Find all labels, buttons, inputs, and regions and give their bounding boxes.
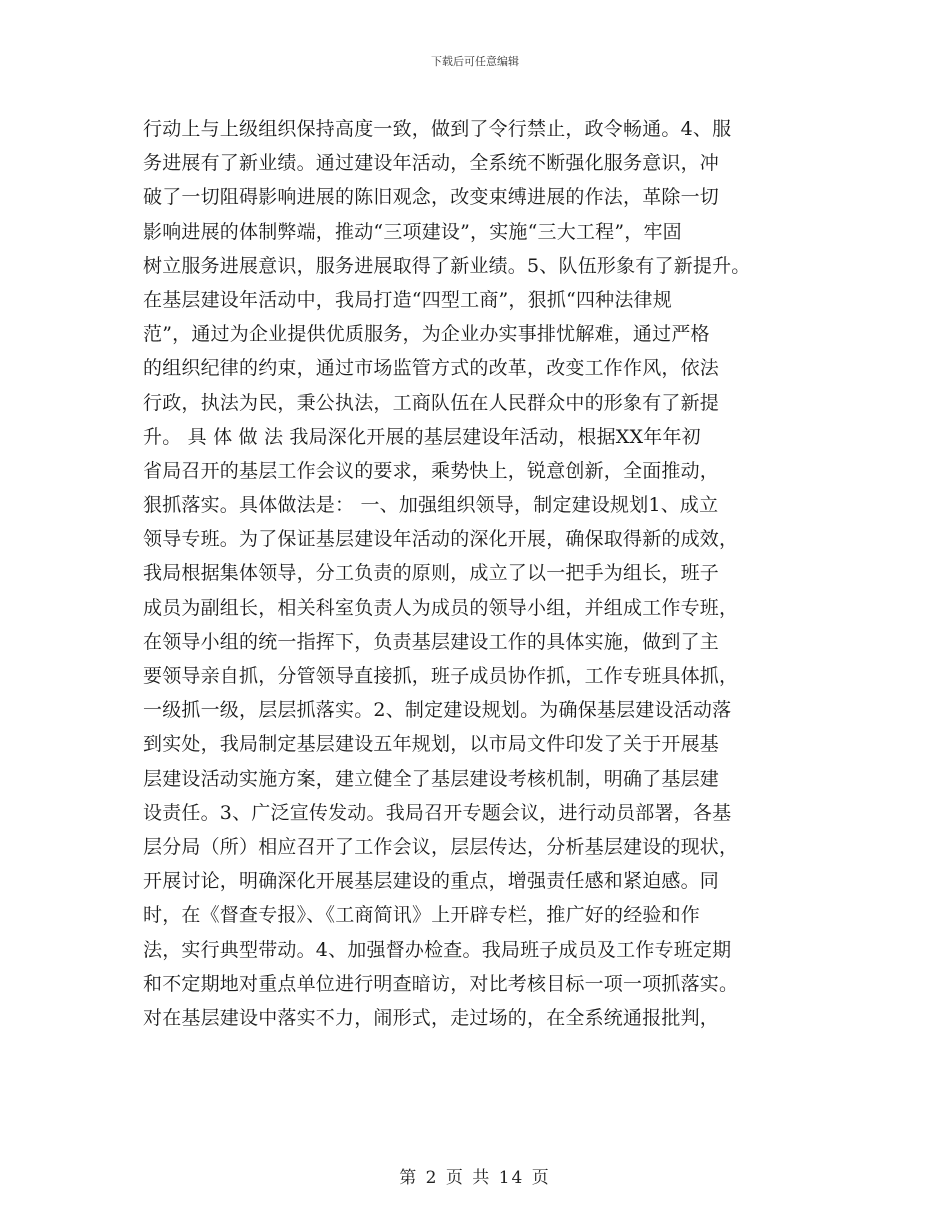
- text-line: 和不定期地对重点单位进行明查暗访，对比考核目标一项一项抓落实。: [143, 972, 739, 995]
- text-line: 狠抓落实。具体做法是： 一、加强组织领导，制定建设规划1、成立: [143, 494, 719, 517]
- text-line: 务进展有了新业绩。通过建设年活动，全系统不断强化服务意识，冲: [143, 152, 720, 175]
- text-line: 法，实行典型带动。4、加强督办检查。我局班子成员及工作专班定期: [143, 938, 732, 961]
- text-line: 影响进展的体制弊端，推动“三项建设”，实施“三大工程”，牢固: [143, 220, 682, 243]
- text-line: 范”，通过为企业提供优质服务，为企业办实事排忧解难，通过严格: [143, 323, 710, 346]
- text-line: 省局召开的基层工作会议的要求，乘势快上，锐意创新，全面推动，: [143, 459, 720, 482]
- text-line: 的组织纪律的约束，通过市场监管方式的改革，改变工作作风，依法: [143, 357, 720, 380]
- text-line: 层分局（所）相应召开了工作会议，层层传达，分析基层建设的现状，: [143, 835, 739, 858]
- text-line: 对在基层建设中落实不力，闹形式，走过场的，在全系统通报批判，: [143, 1006, 720, 1029]
- text-line: 领导专班。为了保证基层建设年活动的深化开展，确保取得新的成效，: [143, 528, 739, 551]
- text-line: 时，在《督查专报》、《工商简讯》上开辟专栏，推广好的经验和作: [143, 904, 701, 927]
- page-header: 下载后可任意编辑: [431, 55, 519, 68]
- text-line: 成员为副组长，相关科室负责人为成员的领导小组，并组成工作专班，: [143, 596, 739, 619]
- text-line: 行政，执法为民，秉公执法，工商队伍在人民群众中的形象有了新提: [143, 391, 720, 414]
- text-line: 行动上与上级组织保持高度一致，做到了令行禁止，政令畅通。4、服: [143, 118, 732, 140]
- text-line: 要领导亲自抓，分管领导直接抓，班子成员协作抓，工作专班具体抓，: [143, 665, 739, 687]
- text-line: 在领导小组的统一指挥下，负责基层建设工作的具体实施，做到了主: [143, 630, 720, 653]
- text-line: 层建设活动实施方案，建立健全了基层建设考核机制，明确了基层建: [143, 767, 720, 790]
- text-line: 破了一切阻碍影响进展的陈旧观念，改变束缚进展的作法，革除一切: [143, 186, 720, 209]
- text-line: 设责任。3、广泛宣传发动。我局召开专题会议，进行动员部署，各基: [143, 801, 732, 824]
- page-number: 第 2 页 共 14 页: [399, 1168, 551, 1188]
- text-line: 我局根据集体领导，分工负责的原则，成立了以一把手为组长，班子: [143, 562, 720, 585]
- document-body: [143, 112, 823, 1035]
- text-line: 开展讨论，明确深化开展基层建设的重点，增强责任感和紧迫感。同: [143, 870, 720, 893]
- text-line: 到实处，我局制定基层建设五年规划，以市局文件印发了关于开展基: [143, 733, 720, 756]
- text-line: 升。 具 体 做 法 我局深化开展的基层建设年活动，根据XX年年初: [143, 425, 701, 448]
- text-line: 一级抓一级，层层抓落实。2、制定建设规划。为确保基层建设活动落: [143, 699, 732, 722]
- text-line: 在基层建设年活动中，我局打造“四型工商”，狠抓“四种法律规: [143, 288, 672, 311]
- text-line: 树立服务进展意识，服务进展取得了新业绩。5、队伍形象有了新提升。: [143, 254, 751, 277]
